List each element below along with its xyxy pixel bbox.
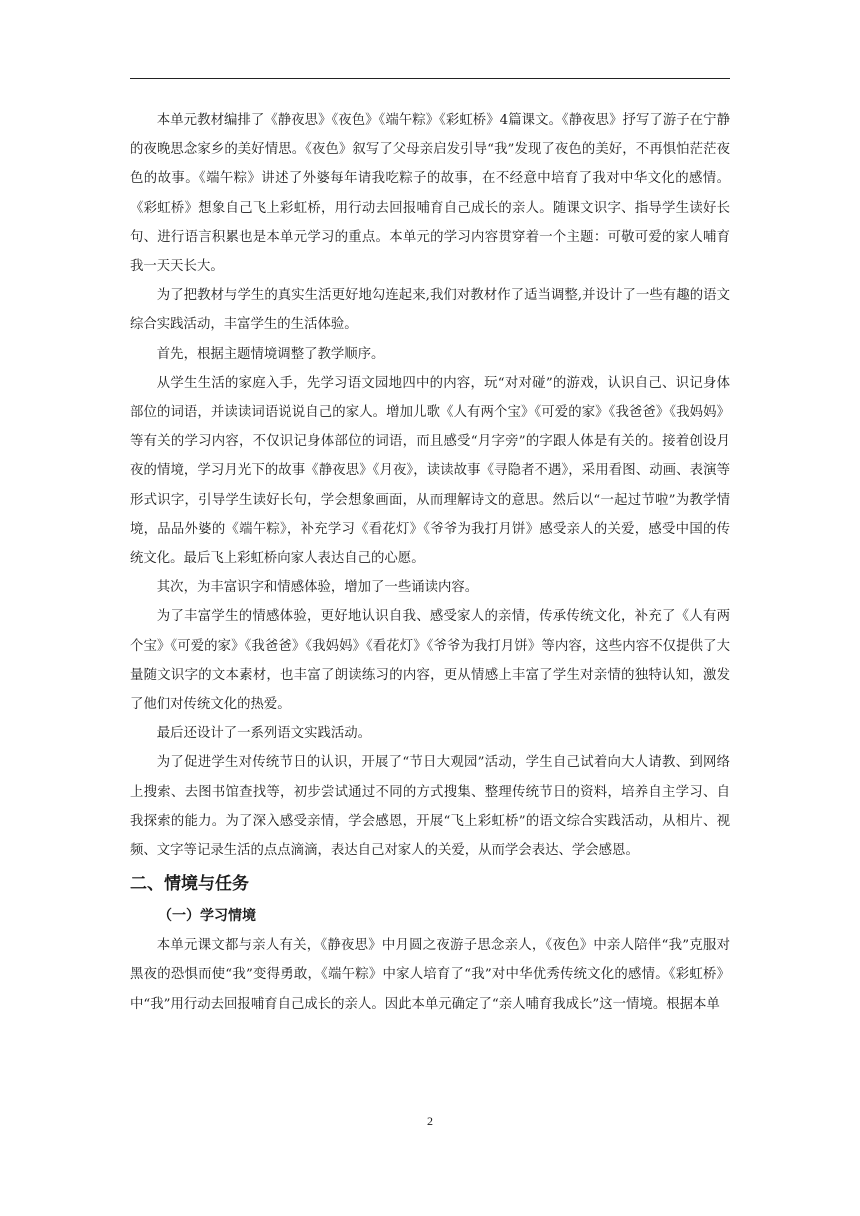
paragraph: 首先，根据主题情境调整了教学顺序。 [156, 346, 385, 362]
page-content [130, 106, 730, 1019]
page-number: 2 [427, 1114, 433, 1128]
paragraph: 为了丰富学生的情感体验，更好地认识自我、感受家人的亲情，传承传统文化，补充了《人有两个宝》《可爱的家》《我爸爸》《我妈妈》《看花灯》《爷爷为我打月饼》等内容，这些内容不仅提供了大量随文识字的文本素材，也丰富了朗读练习的内容，更从情感上丰富了学生对亲情的独特认知，激发了他们对传统文化的热爱。 [130, 609, 730, 713]
paragraph: 为了促进学生对传统节日的认识，开展了“节日大观园”活动，学生自己试着向大人请教、到网络上搜索、去图书馆查找等，初步尝试通过不同的方式搜集、整理传统节日的资料，培养自主学习、自我探索的能力。为了深入感受亲情，学会感恩，开展“飞上彩虹桥”的语文综合实践活动，从相片、视频、文字等记录生活的点点滴滴，表达自己对家人的关爱，从而学会表达、学会感恩。 [130, 755, 730, 859]
paragraph: 本单元课文都与亲人有关，《静夜思》中月圆之夜游子思念亲人，《夜色》中亲人陪伴“我”克服对黑夜的恐惧而使“我”变得勇敢，《端午粽》中家人培育了“我”对中华优秀传统文化的感情。《彩虹桥》中“我”用行动去回报哺育自己成长的亲人。因此本单元确定了“亲人哺育我成长”这一情境。根据本单 [130, 938, 730, 1012]
section-heading: 二、情境与任务 [130, 874, 249, 895]
paragraph: 其次，为丰富识字和情感体验，增加了一些诵读内容。 [156, 580, 479, 596]
paragraph: 从学生生活的家庭入手，先学习语文园地四中的内容，玩“对对碰”的游戏，认识自己、识记身体部位的词语，并读读词语说说自己的家人。增加儿歌《人有两个宝》《可爱的家》《我爸爸》《我妈妈》等有关的学习内容，不仅识记身体部位的词语，而且感受“月字旁”的字跟人体是有关的。接着创设月夜的情境，学习月光下的故事《静夜思》《月夜》，读读故事《寻隐者不遇》，采用看图、动画、表演等形式识字，引导学生读好长句，学会想象画面，从而理解诗文的意思。然后以“一起过节啦”为教学情境，品品外婆的《端午粽》，补充学习《看花灯》《爷爷为我打月饼》感受亲人的关爱，感受中国的传统文化。最后飞上彩虹桥向家人表达自己的心愿。 [130, 375, 730, 567]
paragraph: 为了把教材与学生的真实生活更好地勾连起来,我们对教材作了适当调整,并设计了一些有趣的语文综合实践活动，丰富学生的生活体验。 [130, 288, 730, 333]
paragraph: 最后还设计了一系列语文实践活动。 [156, 726, 372, 742]
subsection-heading: （一）学习情境 [158, 908, 256, 925]
paragraph: 本单元教材编排了《静夜思》《夜色》《端午粽》《彩虹桥》4篇课文。《静夜思》抒写了游子在宁静的夜晚思念家乡的美好情思。《夜色》叙写了父母亲启发引导“我”发现了夜色的美好，不再惧怕茫茫夜色的故事。《端午粽》讲述了外婆每年请我吃粽子的故事，在不经意中培育了我对中华文化的感情。《彩虹桥》想象自己飞上彩虹桥，用行动去回报哺育自己成长的亲人。随课文识字、指导学生读好长句、进行语言积累也是本单元学习的重点。本单元的学习内容贯穿着一个主题：可敬可爱的家人哺育我一天天长大。 [130, 113, 730, 275]
header-rule [130, 78, 730, 79]
